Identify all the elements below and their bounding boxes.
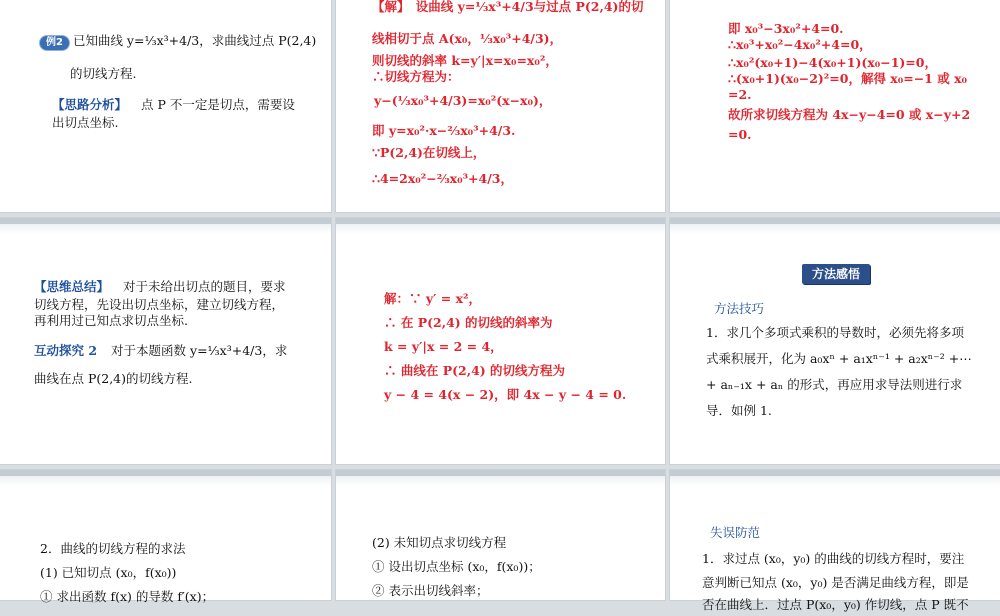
slide-5[interactable] <box>336 218 665 464</box>
slide-8[interactable] <box>336 470 665 600</box>
problem-text: 已知曲线 y=⅓x³+4/3，求曲线过点 P(2,4) <box>72 33 317 48</box>
solution-line-1: 【解】 设曲线 y=⅓x³+4/3与过点 P(2,4)的切 <box>372 0 644 14</box>
method-line-2: 式乘积展开，化为 a₀xⁿ + a₁xⁿ⁻¹ + a₂xⁿ⁻² +⋯ <box>706 351 972 366</box>
summary-label: 【思维总结】 <box>34 279 110 294</box>
method3-line-2: ① 设出切点坐标 (x₀，f(x₀))； <box>372 559 541 574</box>
solution-line-5: y−(⅓x₀³+4/3)=x₀²(x−x₀)， <box>374 93 552 108</box>
solution-line-4: ∴切线方程为： <box>372 69 460 84</box>
slide-3[interactable] <box>670 0 1000 212</box>
method3-line-1: (2) 未知切点求切线方程 <box>372 535 507 550</box>
method-subtitle: 方法技巧 <box>714 301 765 316</box>
solution-line-2: 线相切于点 A(x₀，⅓x₀³+4/3)， <box>372 31 563 46</box>
solution-line-8: ∴4=2x₀²−⅔x₀³+4/3， <box>372 171 513 186</box>
solution-cont-line-5: =2. <box>728 87 752 102</box>
solution-line-6: 即 y=x₀²·x−⅔x₀³+4/3. <box>372 123 516 138</box>
pitfall-line-2: 意判断已知点 (x₀，y₀) 是否满足曲线方程，即是 <box>702 575 969 590</box>
analysis-text: 点 P 不一定是切点，需要设 <box>141 97 295 112</box>
explore-line-2: 曲线在点 P(2,4)的切线方程. <box>34 371 193 386</box>
solution-cont-line-1: 即 x₀³−3x₀²+4=0. <box>728 21 844 36</box>
method3-line-3: ② 表示出切线斜率； <box>372 583 489 598</box>
problem-line-1 <box>40 30 316 52</box>
method-badge: 方法感悟 <box>802 264 870 284</box>
solution-line-7: ∵P(2,4)在切线上， <box>372 145 486 160</box>
method-line-1: 1．求几个多项式乘积的导数时，必须先将多项 <box>706 325 964 340</box>
example-badge: 例2 <box>40 36 69 50</box>
summary-line-3: 再利用过已知点求切点坐标. <box>34 313 188 328</box>
solution-cont-line-3: ∴x₀²(x₀+1)−4(x₀+1)(x₀−1)=0， <box>728 55 937 70</box>
method2-line-3: ① 求出函数 f(x) 的导数 f′(x)； <box>40 589 215 604</box>
answer-line-2: ∴ 在 P(2,4) 的切线的斜率为 <box>384 315 553 330</box>
method-line-4: 导．如例 1. <box>706 403 772 418</box>
method-line-3: + aₙ₋₁x + aₙ 的形式，再应用求导法则进行求 <box>706 377 963 392</box>
answer-line-4: ∴ 曲线在 P(2,4) 的切线方程为 <box>384 363 566 378</box>
explore-text-1: 对于本题函数 y=⅓x³+4/3，求 <box>111 343 288 358</box>
answer-line-1: 解：∵ y′ = x²， <box>384 291 482 306</box>
solution-cont-line-4: ∴(x₀+1)(x₀−2)²=0，解得 x₀=−1 或 x₀ <box>728 71 968 86</box>
slide-4[interactable] <box>0 218 331 464</box>
summary-text-1: 对于未给出切点的题目，要求 <box>123 279 286 294</box>
analysis-line-2: 出切点坐标. <box>52 115 119 130</box>
solution-cont-line-2: ∴x₀³+x₀²−4x₀²+4=0， <box>728 37 872 52</box>
solution-cont-line-7: =0. <box>728 127 752 142</box>
slide-6[interactable] <box>670 218 1000 464</box>
solution-line-3: 则切线的斜率 k=y′|x=x₀=x₀²， <box>372 53 558 68</box>
slide-1[interactable] <box>0 0 331 212</box>
slide-2[interactable] <box>336 0 665 212</box>
solution-cont-line-6: 故所求切线方程为 4x−y−4=0 或 x−y+2 <box>728 107 971 122</box>
analysis-label: 【思路分析】 <box>52 97 128 112</box>
explore-line-1 <box>34 340 287 362</box>
problem-line-2: 的切线方程. <box>70 66 137 81</box>
answer-line-3: k = y′|x = 2 = 4， <box>384 339 503 354</box>
pitfall-line-1: 1．求过点 (x₀，y₀) 的曲线的切线方程时，要注 <box>702 551 965 566</box>
pitfall-subtitle: 失误防范 <box>710 525 761 540</box>
explore-label: 互动探究 2 <box>34 343 98 358</box>
method2-line-2: (1) 已知切点 (x₀，f(x₀)) <box>40 565 177 580</box>
method2-line-1: 2．曲线的切线方程的求法 <box>40 541 186 556</box>
pitfall-line-3: 否在曲线上．过点 P(x₀，y₀) 作切线，点 P 既不 <box>702 597 969 612</box>
answer-line-5: y − 4 = 4(x − 2)，即 4x − y − 4 = 0. <box>384 387 627 402</box>
summary-line-2: 切线方程，先设出切点坐标，建立切线方程， <box>34 297 285 312</box>
slide-7[interactable] <box>0 470 331 604</box>
slide-9[interactable] <box>670 470 1000 612</box>
